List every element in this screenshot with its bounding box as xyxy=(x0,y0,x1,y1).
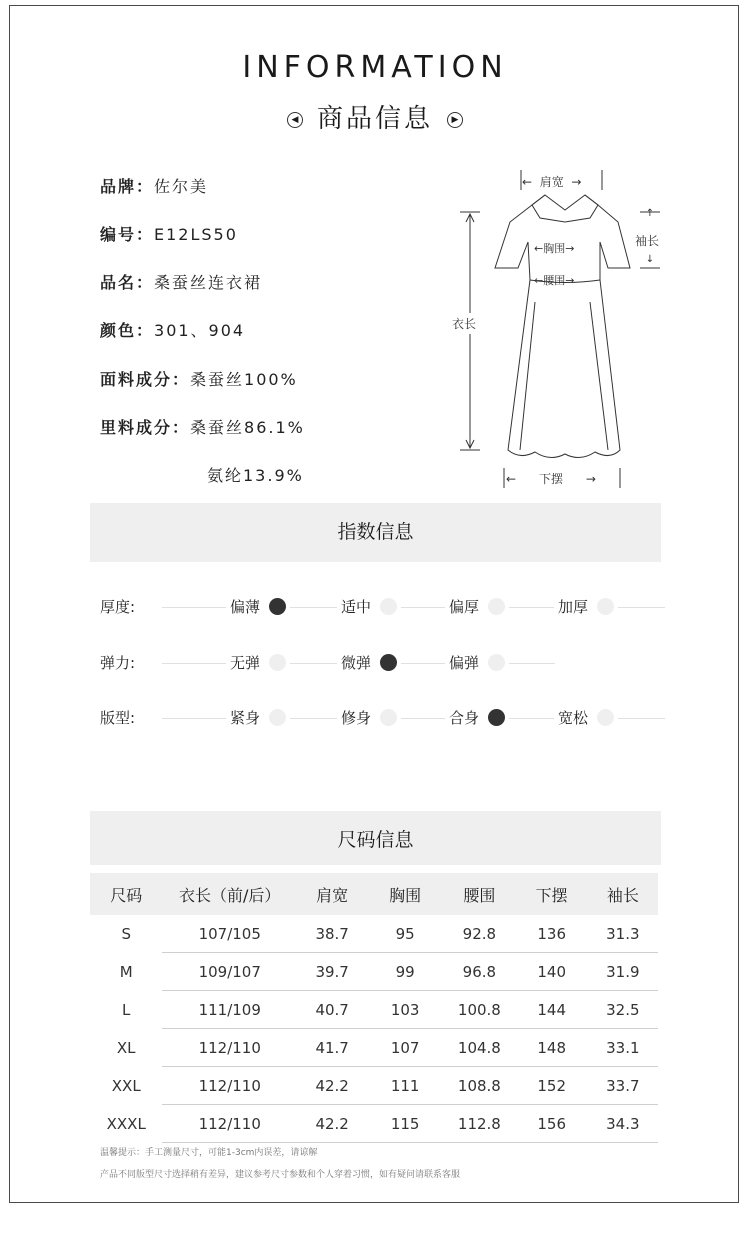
index-section-header: 指数信息 xyxy=(90,503,661,562)
unselected-dot-icon xyxy=(380,598,397,615)
option-text: 微弹 xyxy=(341,654,372,672)
title-information: INFORMATION xyxy=(242,50,508,85)
table-cell: XXXL xyxy=(106,1114,146,1133)
unselected-dot-icon xyxy=(380,709,397,726)
table-cell: 111 xyxy=(367,1067,443,1105)
waist-text: 腰围 xyxy=(543,274,566,287)
option-text: 无弹 xyxy=(230,654,261,672)
title-product-info xyxy=(0,98,750,135)
unselected-dot-icon xyxy=(269,709,286,726)
selected-dot-icon xyxy=(380,654,397,671)
option-slight-stretch xyxy=(337,652,401,676)
table-cell: 111/109 xyxy=(162,991,297,1029)
table-cell: 96.8 xyxy=(443,953,516,991)
option-text: 修身 xyxy=(341,709,372,727)
table-cell: 148 xyxy=(516,1029,588,1067)
index-row-fit xyxy=(100,707,665,731)
info-code xyxy=(100,222,238,245)
unselected-dot-icon xyxy=(597,709,614,726)
option-text: 宽松 xyxy=(558,709,589,727)
size-table-header xyxy=(90,873,658,915)
info-name xyxy=(100,270,262,293)
table-cell: 42.2 xyxy=(297,1067,367,1105)
unselected-dot-icon xyxy=(597,598,614,615)
option-extra-thick xyxy=(554,596,618,620)
col-header: 肩宽 xyxy=(297,873,367,915)
label-shoulder: ← 肩宽 → xyxy=(522,175,582,189)
arrow-left-icon: ◀ xyxy=(287,112,303,128)
table-cell: 152 xyxy=(516,1067,588,1105)
info-key: 面料成分： xyxy=(100,370,191,389)
table-cell: 100.8 xyxy=(443,991,516,1029)
info-key: 编号： xyxy=(100,225,155,244)
option-text: 偏薄 xyxy=(230,598,261,616)
shoulder-text: 肩宽 xyxy=(539,175,564,189)
table-cell: 115 xyxy=(367,1105,443,1143)
option-text: 适中 xyxy=(341,598,372,616)
option-slim xyxy=(337,707,401,731)
info-value: 佐尔美 xyxy=(154,177,209,196)
table-cell: 112/110 xyxy=(162,1105,297,1143)
option-text: 合身 xyxy=(449,709,480,727)
table-cell: 136 xyxy=(516,915,588,953)
label-waist: ←腰围→ xyxy=(534,274,575,287)
selected-dot-icon xyxy=(488,709,505,726)
title-cn-text: 商品信息 xyxy=(316,104,433,134)
table-cell: 33.7 xyxy=(588,1067,658,1105)
col-header: 衣长（前/后） xyxy=(162,873,297,915)
option-no-stretch xyxy=(226,652,290,676)
table-row xyxy=(90,953,658,991)
table-cell: 107/105 xyxy=(162,915,297,953)
index-row-thickness xyxy=(100,596,665,620)
note-measurement: 温馨提示：手工测量尺寸，可能1-3cm内误差，请谅解 xyxy=(100,1148,318,1158)
info-lining-2 xyxy=(207,463,304,486)
table-cell: 34.3 xyxy=(588,1105,658,1143)
table-cell: 32.5 xyxy=(588,991,658,1029)
table-cell: S xyxy=(121,924,131,943)
unselected-dot-icon xyxy=(269,654,286,671)
info-brand xyxy=(100,174,208,197)
option-loose xyxy=(554,707,618,731)
table-cell: 40.7 xyxy=(297,991,367,1029)
size-table xyxy=(90,873,658,1143)
info-value: 301、904 xyxy=(154,321,246,340)
col-header: 胸围 xyxy=(367,873,443,915)
col-header: 袖长 xyxy=(588,873,658,915)
info-value: 氨纶13.9% xyxy=(207,466,304,485)
info-key: 品牌： xyxy=(100,177,155,196)
info-lining xyxy=(100,415,305,438)
label-chest: ←胸围→ xyxy=(534,242,575,255)
label-hem: ← 下摆 → xyxy=(506,472,596,486)
selected-dot-icon xyxy=(269,598,286,615)
arrow-right-icon: ▶ xyxy=(447,112,463,128)
table-cell: 38.7 xyxy=(297,915,367,953)
chest-text: 胸围 xyxy=(543,242,566,255)
table-row xyxy=(90,991,658,1029)
col-header: 尺码 xyxy=(90,873,162,915)
col-header: 腰围 xyxy=(443,873,516,915)
info-value: 桑蚕丝100% xyxy=(190,370,298,389)
info-value: 桑蚕丝86.1% xyxy=(190,418,305,437)
hem-text: 下摆 xyxy=(538,472,563,486)
table-cell: 104.8 xyxy=(443,1029,516,1067)
table-cell: XL xyxy=(116,1038,136,1057)
info-value: E12LS50 xyxy=(154,225,238,244)
label-length: 衣长 xyxy=(452,313,476,334)
info-fabric xyxy=(100,367,298,390)
option-stretchy xyxy=(445,652,509,676)
table-cell: 95 xyxy=(367,915,443,953)
option-text: 加厚 xyxy=(558,598,589,616)
option-text: 偏弹 xyxy=(449,654,480,672)
table-cell: 31.3 xyxy=(588,915,658,953)
info-key: 里料成分： xyxy=(100,418,191,437)
sleeve-arrow-up-icon: ↑ xyxy=(645,208,655,219)
table-cell: 156 xyxy=(516,1105,588,1143)
table-cell: 99 xyxy=(367,953,443,991)
table-cell: 33.1 xyxy=(588,1029,658,1067)
table-cell: 42.2 xyxy=(297,1105,367,1143)
table-cell: 144 xyxy=(516,991,588,1029)
index-label: 弹力: xyxy=(100,654,136,672)
table-cell: 92.8 xyxy=(443,915,516,953)
option-text: 偏厚 xyxy=(449,598,480,616)
index-label: 版型: xyxy=(100,709,136,727)
table-cell: XXL xyxy=(111,1076,141,1095)
table-cell: 103 xyxy=(367,991,443,1029)
option-text: 紧身 xyxy=(230,709,261,727)
table-row xyxy=(90,1105,658,1143)
table-cell: 41.7 xyxy=(297,1029,367,1067)
table-row xyxy=(90,1029,658,1067)
option-thin xyxy=(226,596,290,620)
sleeve-arrow-down-icon: ↓ xyxy=(645,254,655,265)
dress-diagram xyxy=(440,160,670,500)
table-cell: 108.8 xyxy=(443,1067,516,1105)
table-cell: 109/107 xyxy=(162,953,297,991)
col-header: 下摆 xyxy=(516,873,588,915)
unselected-dot-icon xyxy=(488,598,505,615)
option-tight xyxy=(226,707,290,731)
option-regular xyxy=(445,707,509,731)
table-cell: M xyxy=(119,962,133,981)
size-section-header: 尺码信息 xyxy=(90,811,661,865)
index-row-elasticity xyxy=(100,652,555,676)
table-cell: L xyxy=(122,1000,131,1019)
table-cell: 107 xyxy=(367,1029,443,1067)
table-row xyxy=(90,915,658,953)
option-thick xyxy=(445,596,509,620)
table-cell: 112/110 xyxy=(162,1067,297,1105)
table-cell: 112.8 xyxy=(443,1105,516,1143)
option-medium xyxy=(337,596,401,620)
info-key: 品名： xyxy=(100,273,155,292)
info-color xyxy=(100,318,245,341)
table-cell: 39.7 xyxy=(297,953,367,991)
table-row xyxy=(90,1067,658,1105)
table-cell: 140 xyxy=(516,953,588,991)
info-key: 颜色： xyxy=(100,321,155,340)
table-cell: 112/110 xyxy=(162,1029,297,1067)
info-value: 桑蚕丝连衣裙 xyxy=(154,273,263,292)
table-cell: 31.9 xyxy=(588,953,658,991)
unselected-dot-icon xyxy=(488,654,505,671)
index-label: 厚度: xyxy=(100,598,136,616)
label-sleeve: 袖长 xyxy=(635,234,660,248)
note-fit-advice: 产品不同版型尺寸选择稍有差异，建议参考尺寸参数和个人穿着习惯，如有疑问请联系客服 xyxy=(100,1170,461,1180)
